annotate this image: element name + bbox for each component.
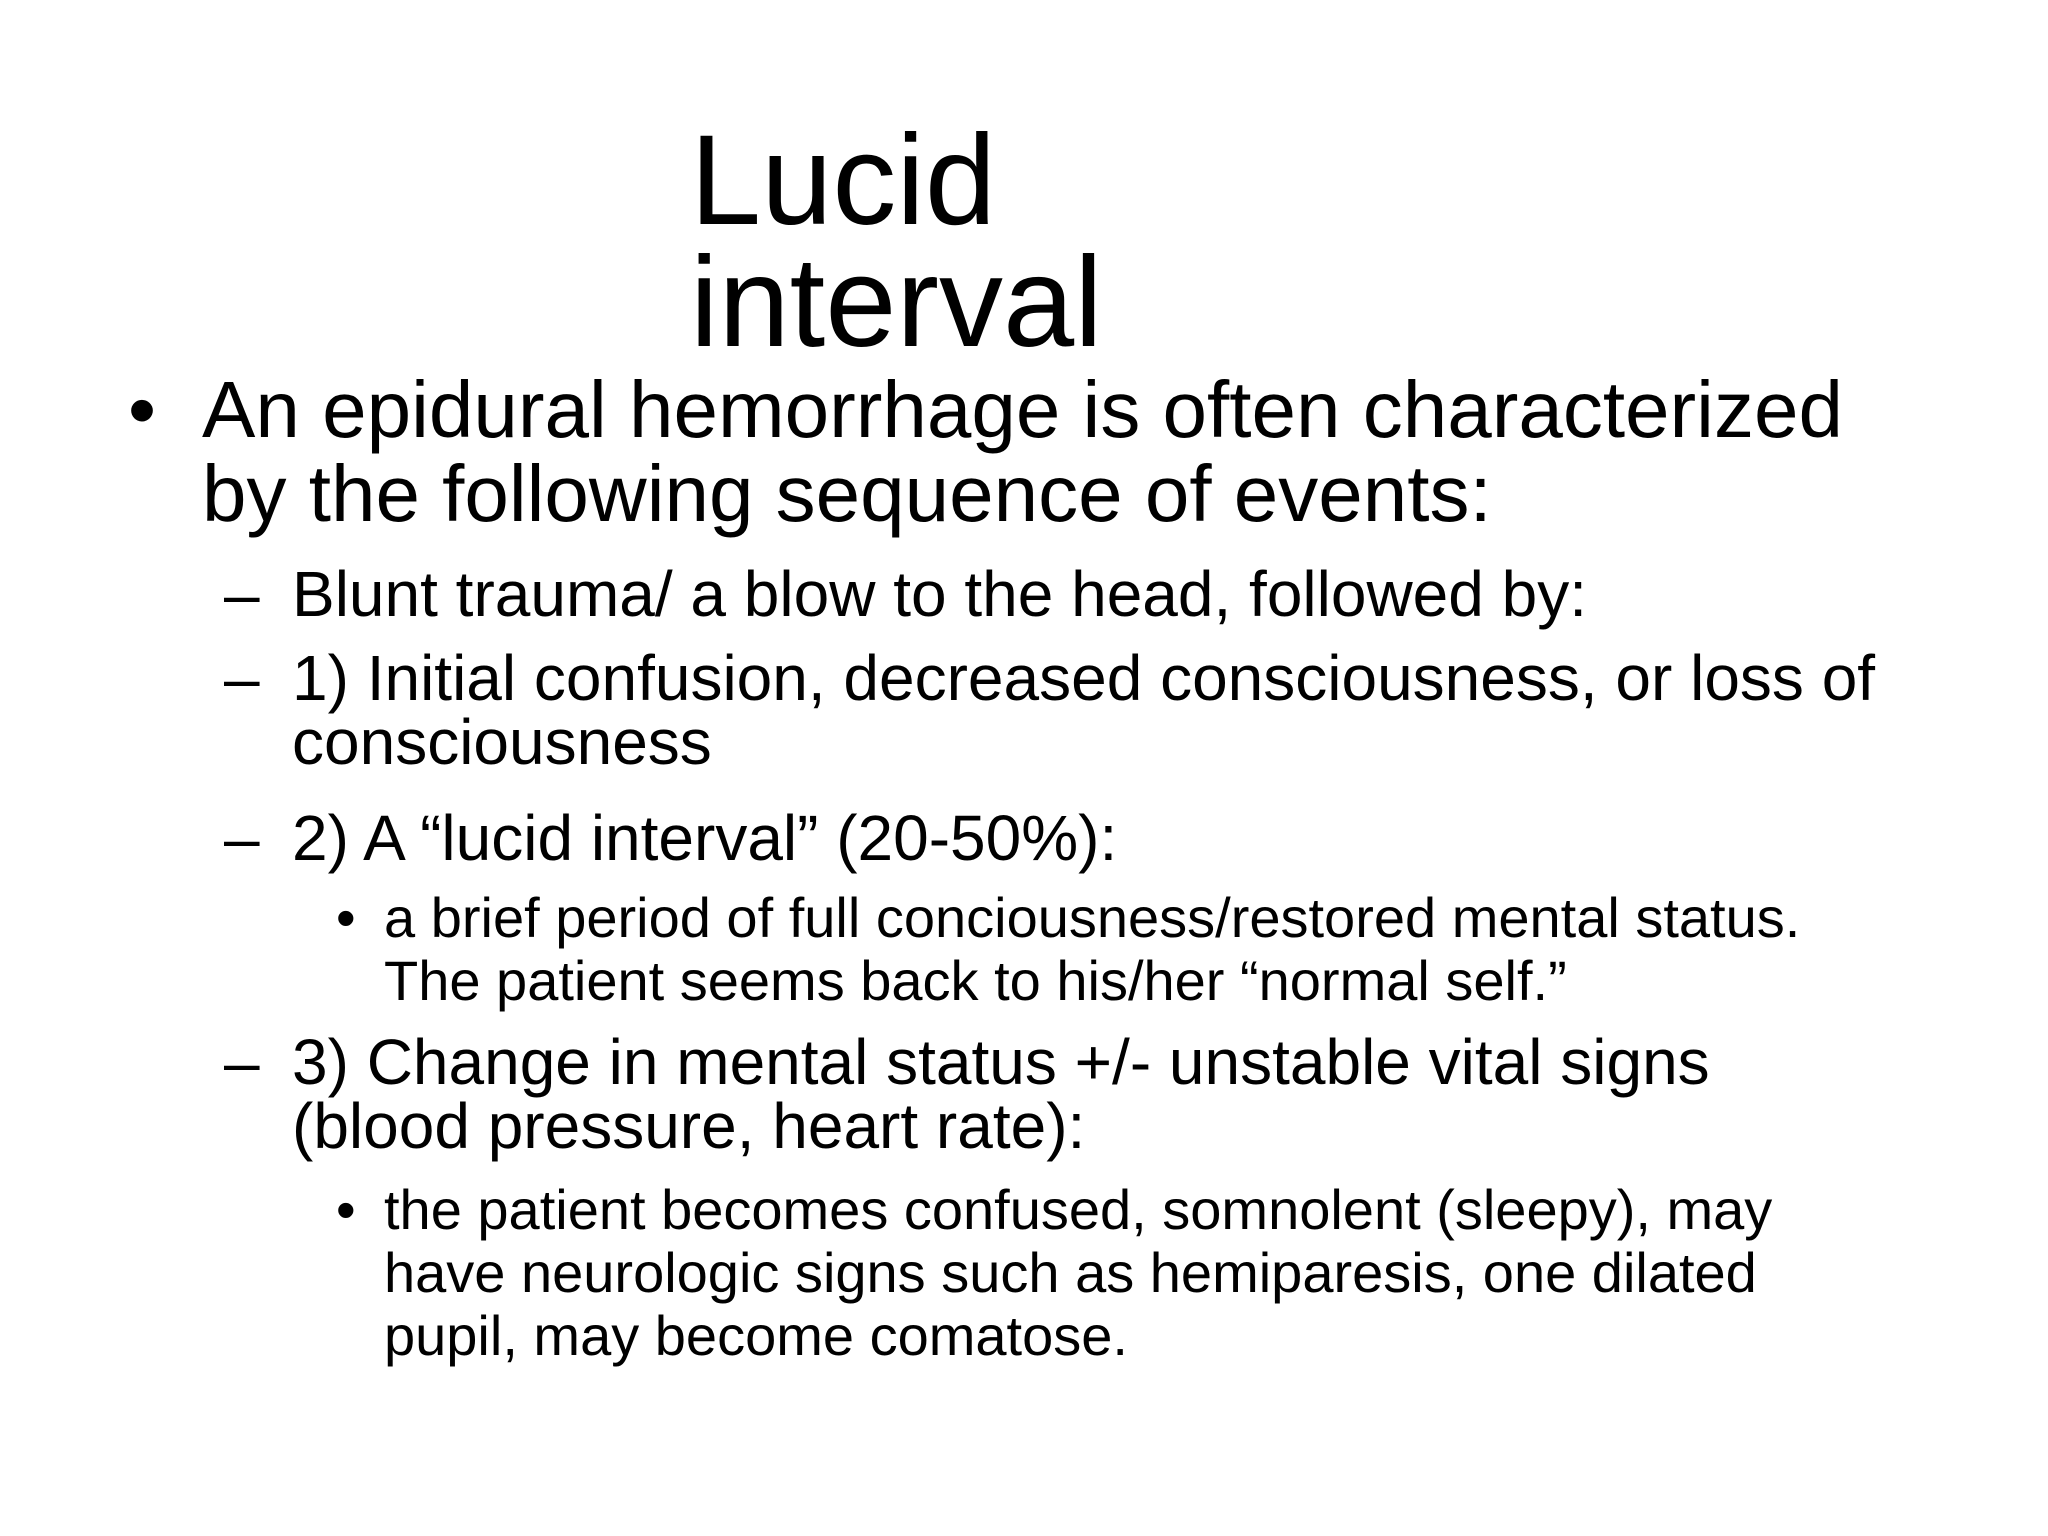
list-item-text bbox=[292, 558, 1912, 630]
sub-item-line: the patient becomes confused, somnolent (sleepy), may bbox=[384, 1178, 1773, 1241]
sub-item-text bbox=[384, 1178, 1884, 1367]
list-item-line: (blood pressure, heart rate): bbox=[292, 1090, 1086, 1162]
sub-item-text bbox=[384, 886, 1884, 1012]
slide-title bbox=[690, 109, 1103, 374]
slide-title-line-2: interval bbox=[690, 231, 1103, 374]
list-item-line: consciousness bbox=[292, 706, 712, 778]
dash-marker: – bbox=[224, 802, 260, 874]
main-bullet-line-1: An epidural hemorrhage is often characterized bbox=[202, 365, 1843, 454]
list-item-line: 2) A “lucid interval” (20-50%): bbox=[292, 802, 1118, 874]
list-item-text bbox=[292, 802, 1912, 874]
main-bullet-text bbox=[202, 365, 1902, 538]
sub-item-line: pupil, may become comatose. bbox=[384, 1304, 1128, 1367]
slide-title-line-1: Lucid bbox=[690, 109, 996, 252]
dash-marker: – bbox=[224, 558, 260, 630]
dash-marker: – bbox=[224, 1026, 260, 1098]
bullet-marker: • bbox=[128, 365, 157, 454]
sub-item-line: a brief period of full conciousness/restored mental status. bbox=[384, 886, 1801, 949]
list-item-text bbox=[292, 642, 1912, 778]
list-item-line: Blunt trauma/ a blow to the head, followed by: bbox=[292, 558, 1587, 630]
sub-item-line: The patient seems back to his/her “normal self.” bbox=[384, 949, 1567, 1012]
list-item-line: 3) Change in mental status +/- unstable vital signs bbox=[292, 1026, 1710, 1098]
list-item-line: 1) Initial confusion, decreased consciousness, or loss of bbox=[292, 642, 1876, 714]
dash-marker: – bbox=[224, 642, 260, 714]
list-item-text bbox=[292, 1026, 1912, 1162]
bullet-marker: • bbox=[336, 1178, 356, 1241]
main-bullet-line-2: by the following sequence of events: bbox=[202, 449, 1492, 538]
bullet-marker: • bbox=[336, 886, 356, 949]
sub-item-line: have neurologic signs such as hemiparesis, one dilated bbox=[384, 1241, 1757, 1304]
